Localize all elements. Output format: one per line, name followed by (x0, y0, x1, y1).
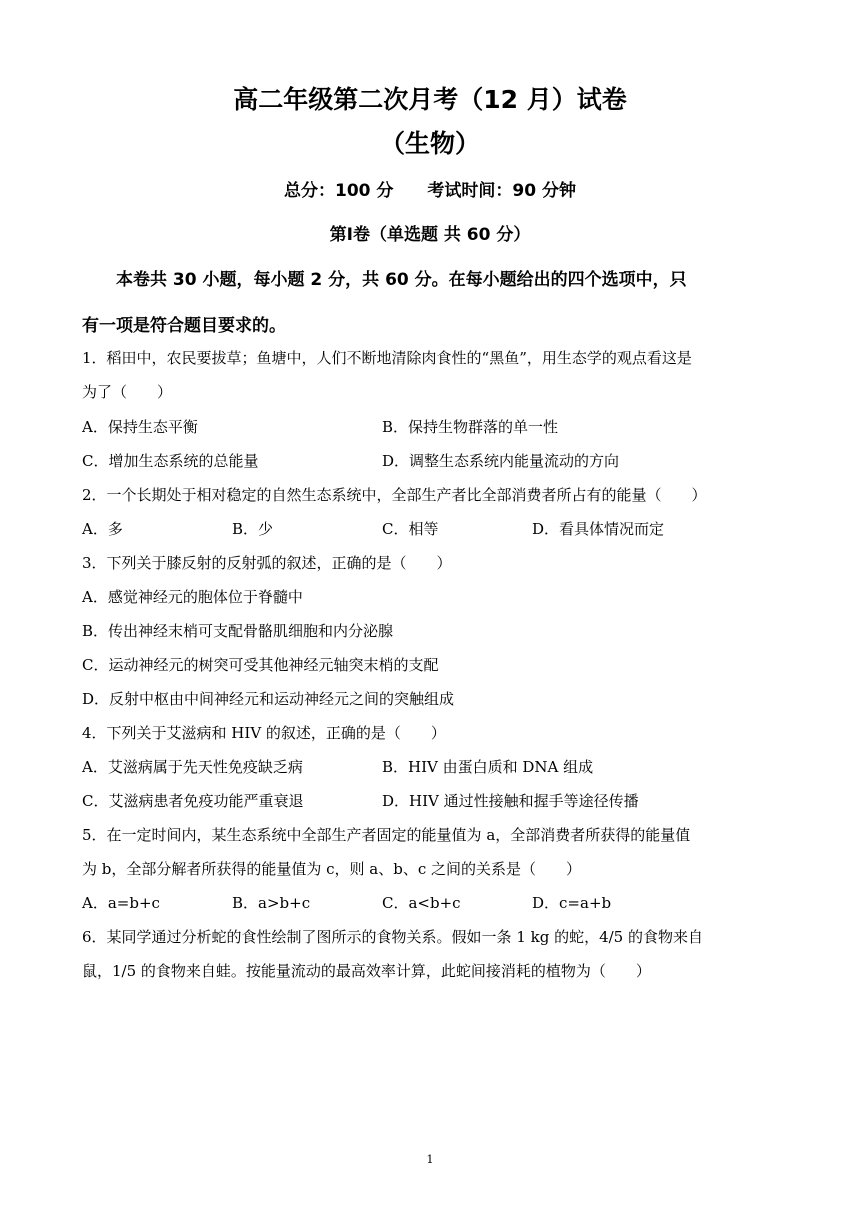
question-4-stem-line1: 4．下列关于艾滋病和 HIV 的叙述，正确的是（ ） (82, 724, 446, 742)
question-6-stem-line2: 鼠，1/5 的食物来自蛙。按能量流动的最高效率计算，此蛇间接消耗的植物为（ ） (82, 962, 651, 980)
section-intro-line1: 本卷共 30 小题，每小题 2 分，共 60 分。在每小题给出的四个选项中，只 (116, 270, 687, 290)
question-1-option-a: A．保持生态平衡 (82, 418, 198, 436)
question-5-option-b: B．a>b+c (232, 894, 311, 912)
question-3-option-d: D．反射中枢由中间神经元和运动神经元之间的突触组成 (82, 690, 455, 708)
question-3-stem-line1: 3．下列关于膝反射的反射弧的叙述，正确的是（ ） (82, 554, 452, 572)
question-5-stem-line1: 5．在一定时间内，某生态系统中全部生产者固定的能量值为 a，全部消费者所获得的能量值 (82, 826, 691, 844)
section-intro-line2: 有一项是符合题目要求的。 (82, 316, 286, 336)
question-2-option-c: C．相等 (382, 520, 439, 538)
question-4-option-a: A．艾滋病属于先天性免疫缺乏病 (82, 758, 303, 776)
question-2-option-d: D．看具体情况而定 (532, 520, 665, 538)
question-1-option-d: D．调整生态系统内能量流动的方向 (382, 452, 620, 470)
question-5-option-c: C．a<b+c (382, 894, 461, 912)
question-2-option-b: B．少 (232, 520, 274, 538)
question-2-option-a: A．多 (82, 520, 123, 538)
question-1-option-c: C．增加生态系统的总能量 (82, 452, 259, 470)
question-1-stem-line2: 为了（ ） (82, 383, 173, 401)
question-4-option-d: D．HIV 通过性接触和握手等途径传播 (382, 792, 639, 810)
question-5-stem-line2: 为 b，全部分解者所获得的能量值为 c，则 a、b、c 之间的关系是（ ） (82, 860, 582, 878)
section-title: 第Ⅰ卷（单选题 共 60 分） (329, 225, 531, 245)
question-4-option-b: B．HIV 由蛋白质和 DNA 组成 (382, 758, 594, 776)
question-5-option-a: A．a=b+c (82, 894, 160, 912)
question-2-stem-line1: 2．一个长期处于相对稳定的自然生态系统中，全部生产者比全部消费者所占有的能量（ ） (82, 486, 707, 504)
subject-title: （生物） (379, 129, 480, 158)
question-6-stem-line1: 6．某同学通过分析蛇的食性绘制了图所示的食物关系。假如一条 1 kg 的蛇，4/5 的食物来自 (82, 928, 703, 946)
page-number: 1 (426, 1153, 434, 1166)
question-1-option-b: B．保持生物群落的单一性 (382, 418, 559, 436)
score-time-line: 总分：100 分 考试时间：90 分钟 (284, 181, 576, 201)
question-3-option-a: A．感觉神经元的胞体位于脊髓中 (82, 588, 303, 606)
question-4-option-c: C．艾滋病患者免疫功能严重衰退 (82, 792, 304, 810)
question-1-stem-line1: 1．稻田中，农民要拔草；鱼塘中，人们不断地清除肉食性的“黑鱼”，用生态学的观点看这是 (82, 349, 692, 367)
question-5-option-d: D．c=a+b (532, 894, 612, 912)
question-3-option-b: B．传出神经末梢可支配骨骼肌细胞和内分泌腺 (82, 622, 394, 640)
question-3-option-c: C．运动神经元的树突可受其他神经元轴突末梢的支配 (82, 656, 439, 674)
exam-title: 高二年级第二次月考（12 月）试卷 (233, 85, 627, 114)
